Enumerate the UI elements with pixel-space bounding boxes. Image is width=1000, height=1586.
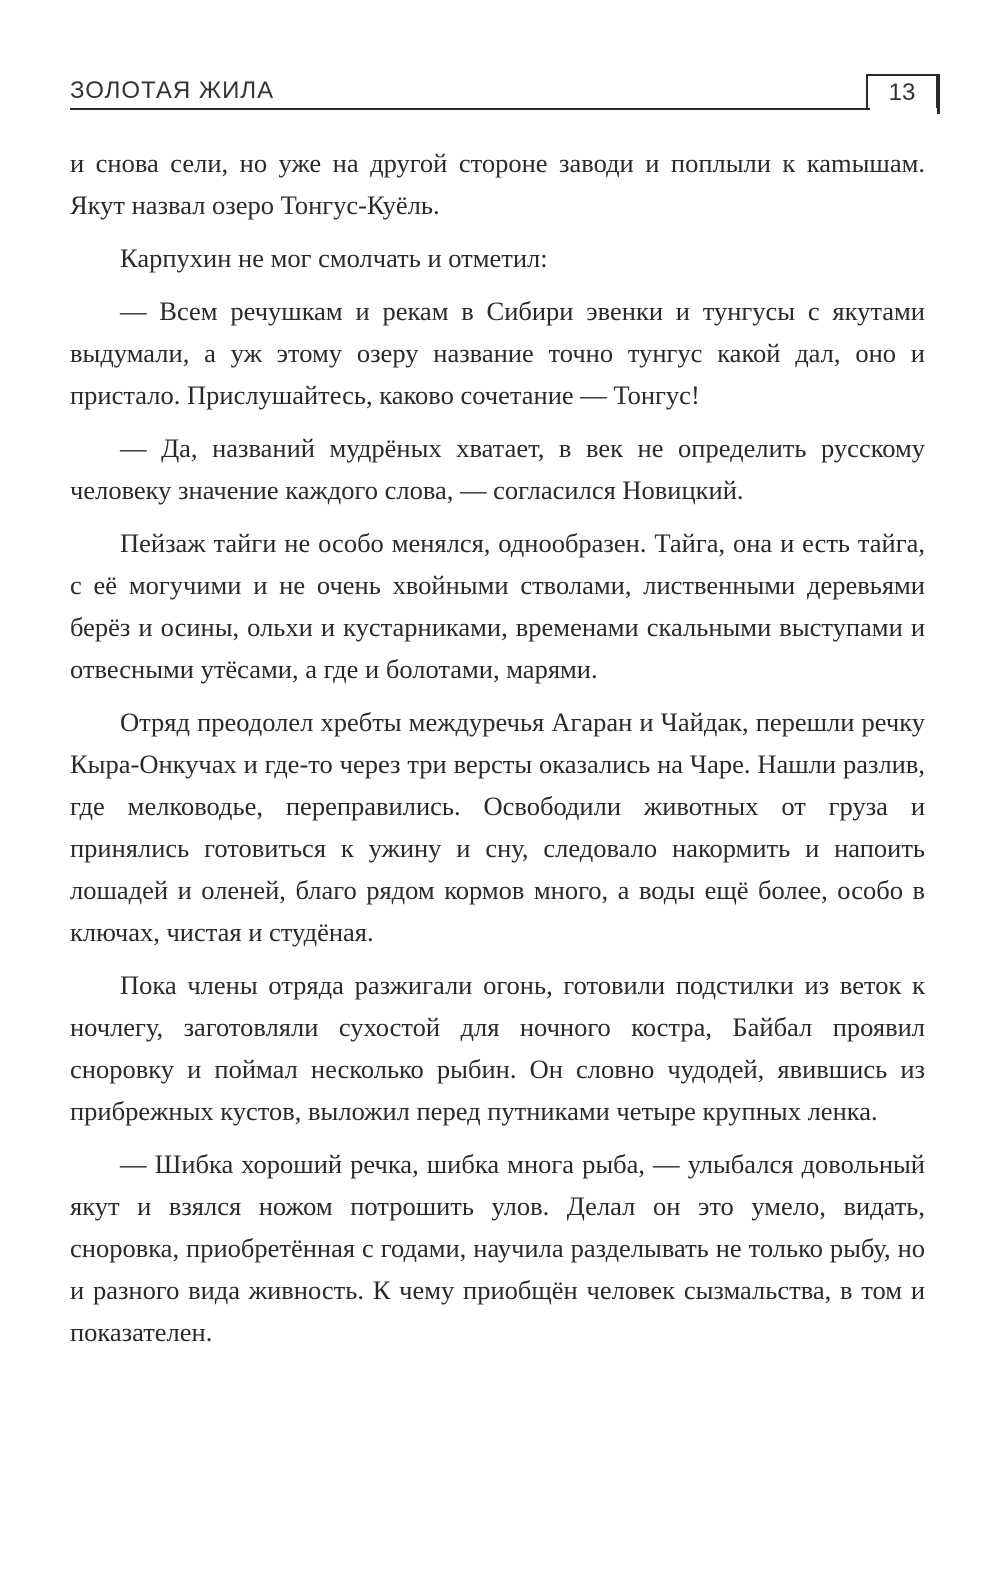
paragraph: и снова сели, но уже на другой стороне заводи и поплыли к каmышам. Якут назвал озеро Тонгус-Куёль.	[70, 148, 925, 220]
paragraph: Пока члены отряда разжигали огонь, готовили подстилки из веток к ночлегу, заготовляли сухостой для ночного костра, Байбал проявил сноровку и поймал несколько рыбин. Он словно чудодей, явившись из прибрежных кустов, выложил перед путниками четыре крупных ленка.	[70, 970, 925, 1126]
paragraph: — Всем речушкам и рекам в Сибири эвенки и тунгусы с якутами выдумали, а уж этому озеру название точно тунгус какой дал, оно и пристало. Прислушайтесь, каково сочетание — Тонгус!	[70, 296, 925, 410]
paragraph: Карпухин не мог смолчать и отметил:	[120, 243, 548, 273]
body-text	[70, 142, 925, 1353]
paragraph: Пейзаж тайги не особо менялся, однообразен. Тайга, она и есть тайга, с её могучими и не очень хвойными стволами, лиственными деревьями берёз и осины, ольхи и кустарниками, временами скальными выступами и отвесными утёсами, а где и болотами, марями.	[70, 528, 925, 684]
header-rule	[70, 108, 870, 110]
paragraph: — Шибка хороший речка, шибка многа рыба, — улыбался довольный якут и взялся ножом потрошить улов. Делал он это умело, видать, сноровка, приобретённая с годами, научила разделывать не только рыбу, но и разного вида живность. К чему приобщён человек сызмальства, в том и показателен.	[70, 1149, 925, 1347]
running-header	[70, 70, 943, 112]
paragraph: Отряд преодолел хребты междуречья Агаран и Чайдак, перешли речку Кыра-Онкучах и где-то через три версты оказались на Чаре. Нашли разлив, где мелководье, переправились. Освободили животных от груза и принялись готовиться к ужину и сну, следовало накормить и напоить лошадей и оленей, благо рядом кормов много, а воды ещё более, особо в ключах, чистая и студёная.	[70, 707, 925, 947]
paragraph: — Да, названий мудрёных хватает, в век не определить русскому человеку значение каждого слова, — согласился Новицкий.	[70, 433, 925, 505]
running-header-title: ЗОЛОТАЯ ЖИЛА	[70, 77, 275, 104]
page-number: 13	[866, 74, 938, 108]
